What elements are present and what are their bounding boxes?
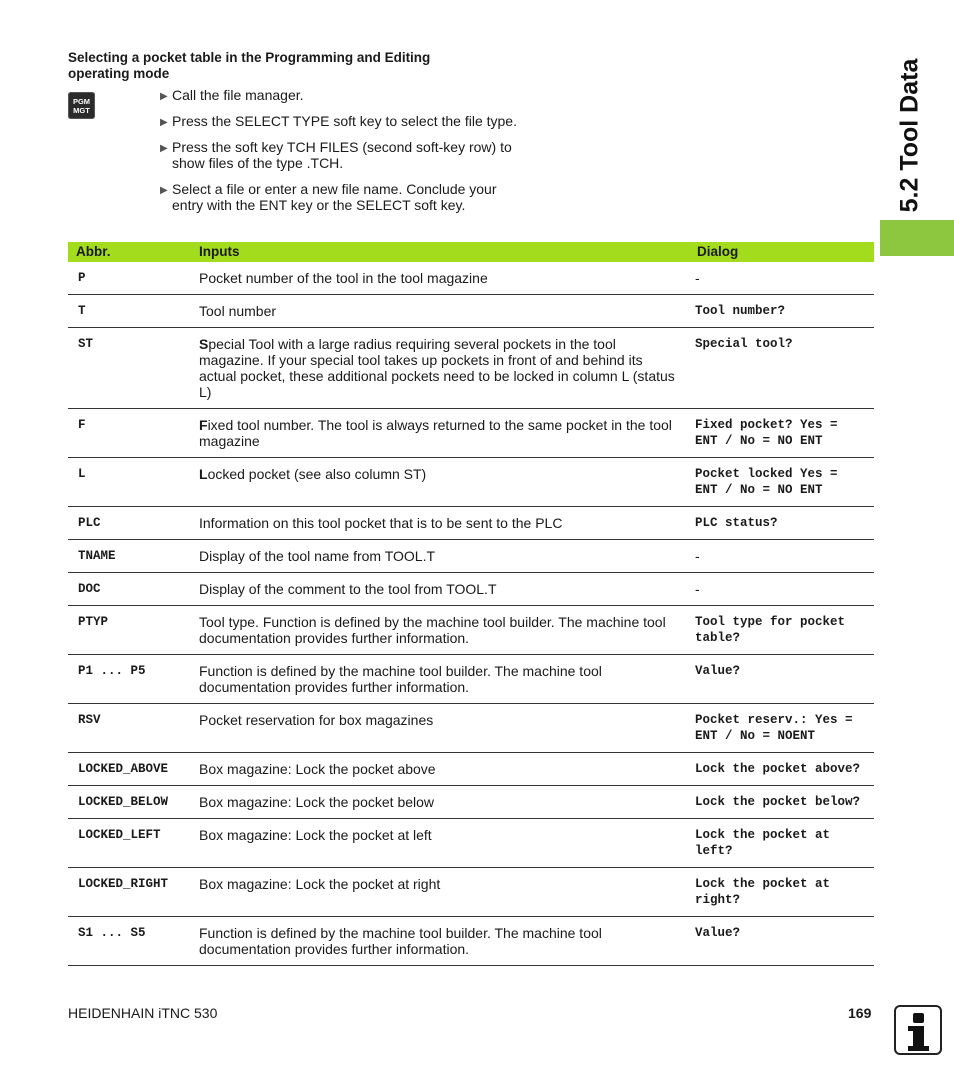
row-input-text: Box magazine: Lock the pocket at right — [199, 876, 441, 892]
header-abbr: Abbr. — [68, 242, 191, 262]
row-input-text: ocked pocket (see also column ST) — [207, 466, 427, 482]
chapter-title-text: 5.2 Tool Data — [895, 58, 924, 212]
row-abbr: LOCKED_ABOVE — [68, 753, 191, 786]
table-row — [68, 540, 874, 573]
row-input — [191, 753, 689, 786]
step-text: Select a file or enter a new file name. Conclude your entry with the ENT key or the SELECT soft key. — [172, 181, 497, 213]
table-row — [68, 262, 874, 295]
table-row — [68, 409, 874, 458]
table-header-row — [68, 242, 874, 262]
row-abbr: LOCKED_BELOW — [68, 786, 191, 819]
row-input — [191, 573, 689, 606]
row-input-text: pecial Tool with a large radius requiring several pockets in the tool magazine. If your special tool takes up pockets in front of and behind its actual pocket, these additional pockets need to be locked in column L (status L) — [199, 336, 675, 400]
row-input-text: Tool number — [199, 303, 277, 319]
row-input-text: Box magazine: Lock the pocket below — [199, 794, 435, 810]
row-input — [191, 655, 689, 704]
row-input — [191, 262, 689, 295]
row-abbr: P1 ... P5 — [68, 655, 191, 704]
row-abbr: PTYP — [68, 606, 191, 655]
table-row — [68, 868, 874, 917]
header-inputs: Inputs — [191, 242, 689, 262]
row-abbr: LOCKED_LEFT — [68, 819, 191, 868]
table-row — [68, 295, 874, 328]
row-dialog: Lock the pocket at left? — [689, 819, 874, 868]
table-row — [68, 655, 874, 704]
page-number: 169 — [848, 1005, 872, 1021]
step-text: Press the SELECT TYPE soft key to select the file type. — [172, 113, 517, 129]
row-dialog: - — [689, 262, 874, 295]
row-input — [191, 868, 689, 917]
row-input-text: Box magazine: Lock the pocket at left — [199, 827, 432, 843]
row-input — [191, 409, 689, 458]
pocket-table-fields — [68, 242, 874, 966]
row-input — [191, 295, 689, 328]
table-row — [68, 819, 874, 868]
row-abbr: LOCKED_RIGHT — [68, 868, 191, 917]
row-dialog: Pocket reserv.: Yes = ENT / No = NOENT — [689, 704, 874, 753]
step-item — [158, 139, 518, 171]
step-text: Call the file manager. — [172, 87, 304, 103]
row-input — [191, 507, 689, 540]
step-item — [158, 87, 518, 103]
row-abbr: T — [68, 295, 191, 328]
row-dialog: Special tool? — [689, 328, 874, 409]
triangle-right-icon: ▶ — [160, 185, 168, 196]
triangle-right-icon: ▶ — [160, 143, 168, 154]
row-abbr: TNAME — [68, 540, 191, 573]
row-input — [191, 704, 689, 753]
table-row — [68, 917, 874, 966]
triangle-right-icon: ▶ — [160, 117, 168, 128]
table-row — [68, 704, 874, 753]
row-dialog: PLC status? — [689, 507, 874, 540]
row-dialog: Lock the pocket below? — [689, 786, 874, 819]
step-item — [158, 113, 518, 129]
row-input — [191, 819, 689, 868]
row-abbr: S1 ... S5 — [68, 917, 191, 966]
row-input — [191, 540, 689, 573]
row-abbr: L — [68, 458, 191, 507]
footer-manual-name: HEIDENHAIN iTNC 530 — [68, 1005, 218, 1021]
row-abbr: RSV — [68, 704, 191, 753]
chapter-side-title — [870, 50, 950, 220]
table-row — [68, 606, 874, 655]
pgm-mgt-key-icon — [68, 92, 95, 119]
step-text: Press the soft key TCH FILES (second soft-key row) to show files of the type .TCH. — [172, 139, 512, 171]
row-dialog: Tool number? — [689, 295, 874, 328]
table-row — [68, 753, 874, 786]
row-dialog: Lock the pocket above? — [689, 753, 874, 786]
row-abbr: P — [68, 262, 191, 295]
row-dialog: Pocket locked Yes = ENT / No = NO ENT — [689, 458, 874, 507]
row-input — [191, 328, 689, 409]
row-input-text: Display of the comment to the tool from TOOL.T — [199, 581, 497, 597]
table-row — [68, 328, 874, 409]
table-row — [68, 458, 874, 507]
row-abbr: DOC — [68, 573, 191, 606]
row-dialog: Tool type for pocket table? — [689, 606, 874, 655]
row-input-text: Box magazine: Lock the pocket above — [199, 761, 436, 777]
row-abbr: PLC — [68, 507, 191, 540]
pgm-key-line1: PGM — [72, 96, 91, 106]
row-abbr: F — [68, 409, 191, 458]
row-input-text: Function is defined by the machine tool builder. The machine tool documentation provides further information. — [199, 925, 602, 957]
row-input — [191, 917, 689, 966]
row-input-text: ixed tool number. The tool is always returned to the same pocket in the tool magazine — [199, 417, 672, 449]
row-abbr: ST — [68, 328, 191, 409]
row-input — [191, 786, 689, 819]
row-input — [191, 606, 689, 655]
header-dialog: Dialog — [689, 242, 874, 262]
row-dialog: Fixed pocket? Yes = ENT / No = NO ENT — [689, 409, 874, 458]
row-input-text: Information on this tool pocket that is to be sent to the PLC — [199, 515, 563, 531]
info-icon — [894, 1005, 942, 1055]
pgm-key-line2: MGT — [73, 105, 90, 115]
triangle-right-icon: ▶ — [160, 91, 168, 102]
step-item — [158, 181, 518, 213]
row-input — [191, 458, 689, 507]
row-input-text: Tool type. Function is defined by the machine tool builder. The machine tool documentation provides further information. — [199, 614, 666, 646]
chapter-tab-marker — [880, 220, 954, 256]
row-dialog: Value? — [689, 655, 874, 704]
row-input-text: Pocket number of the tool in the tool magazine — [199, 270, 488, 286]
table-row — [68, 573, 874, 606]
row-input-lead-letter: L — [199, 466, 208, 482]
row-dialog: - — [689, 573, 874, 606]
row-dialog: Value? — [689, 917, 874, 966]
table-row — [68, 507, 874, 540]
row-input-lead-letter: S — [199, 336, 209, 352]
row-input-text: Display of the tool name from TOOL.T — [199, 548, 436, 564]
row-input-text: Function is defined by the machine tool builder. The machine tool documentation provides further information. — [199, 663, 602, 695]
step-list — [158, 87, 518, 223]
row-input-text: Pocket reservation for box magazines — [199, 712, 434, 728]
row-input-lead-letter: F — [199, 417, 208, 433]
table-row — [68, 786, 874, 819]
row-dialog: - — [689, 540, 874, 573]
section-heading: Selecting a pocket table in the Programming and Editing operating mode — [68, 50, 431, 81]
row-dialog: Lock the pocket at right? — [689, 868, 874, 917]
